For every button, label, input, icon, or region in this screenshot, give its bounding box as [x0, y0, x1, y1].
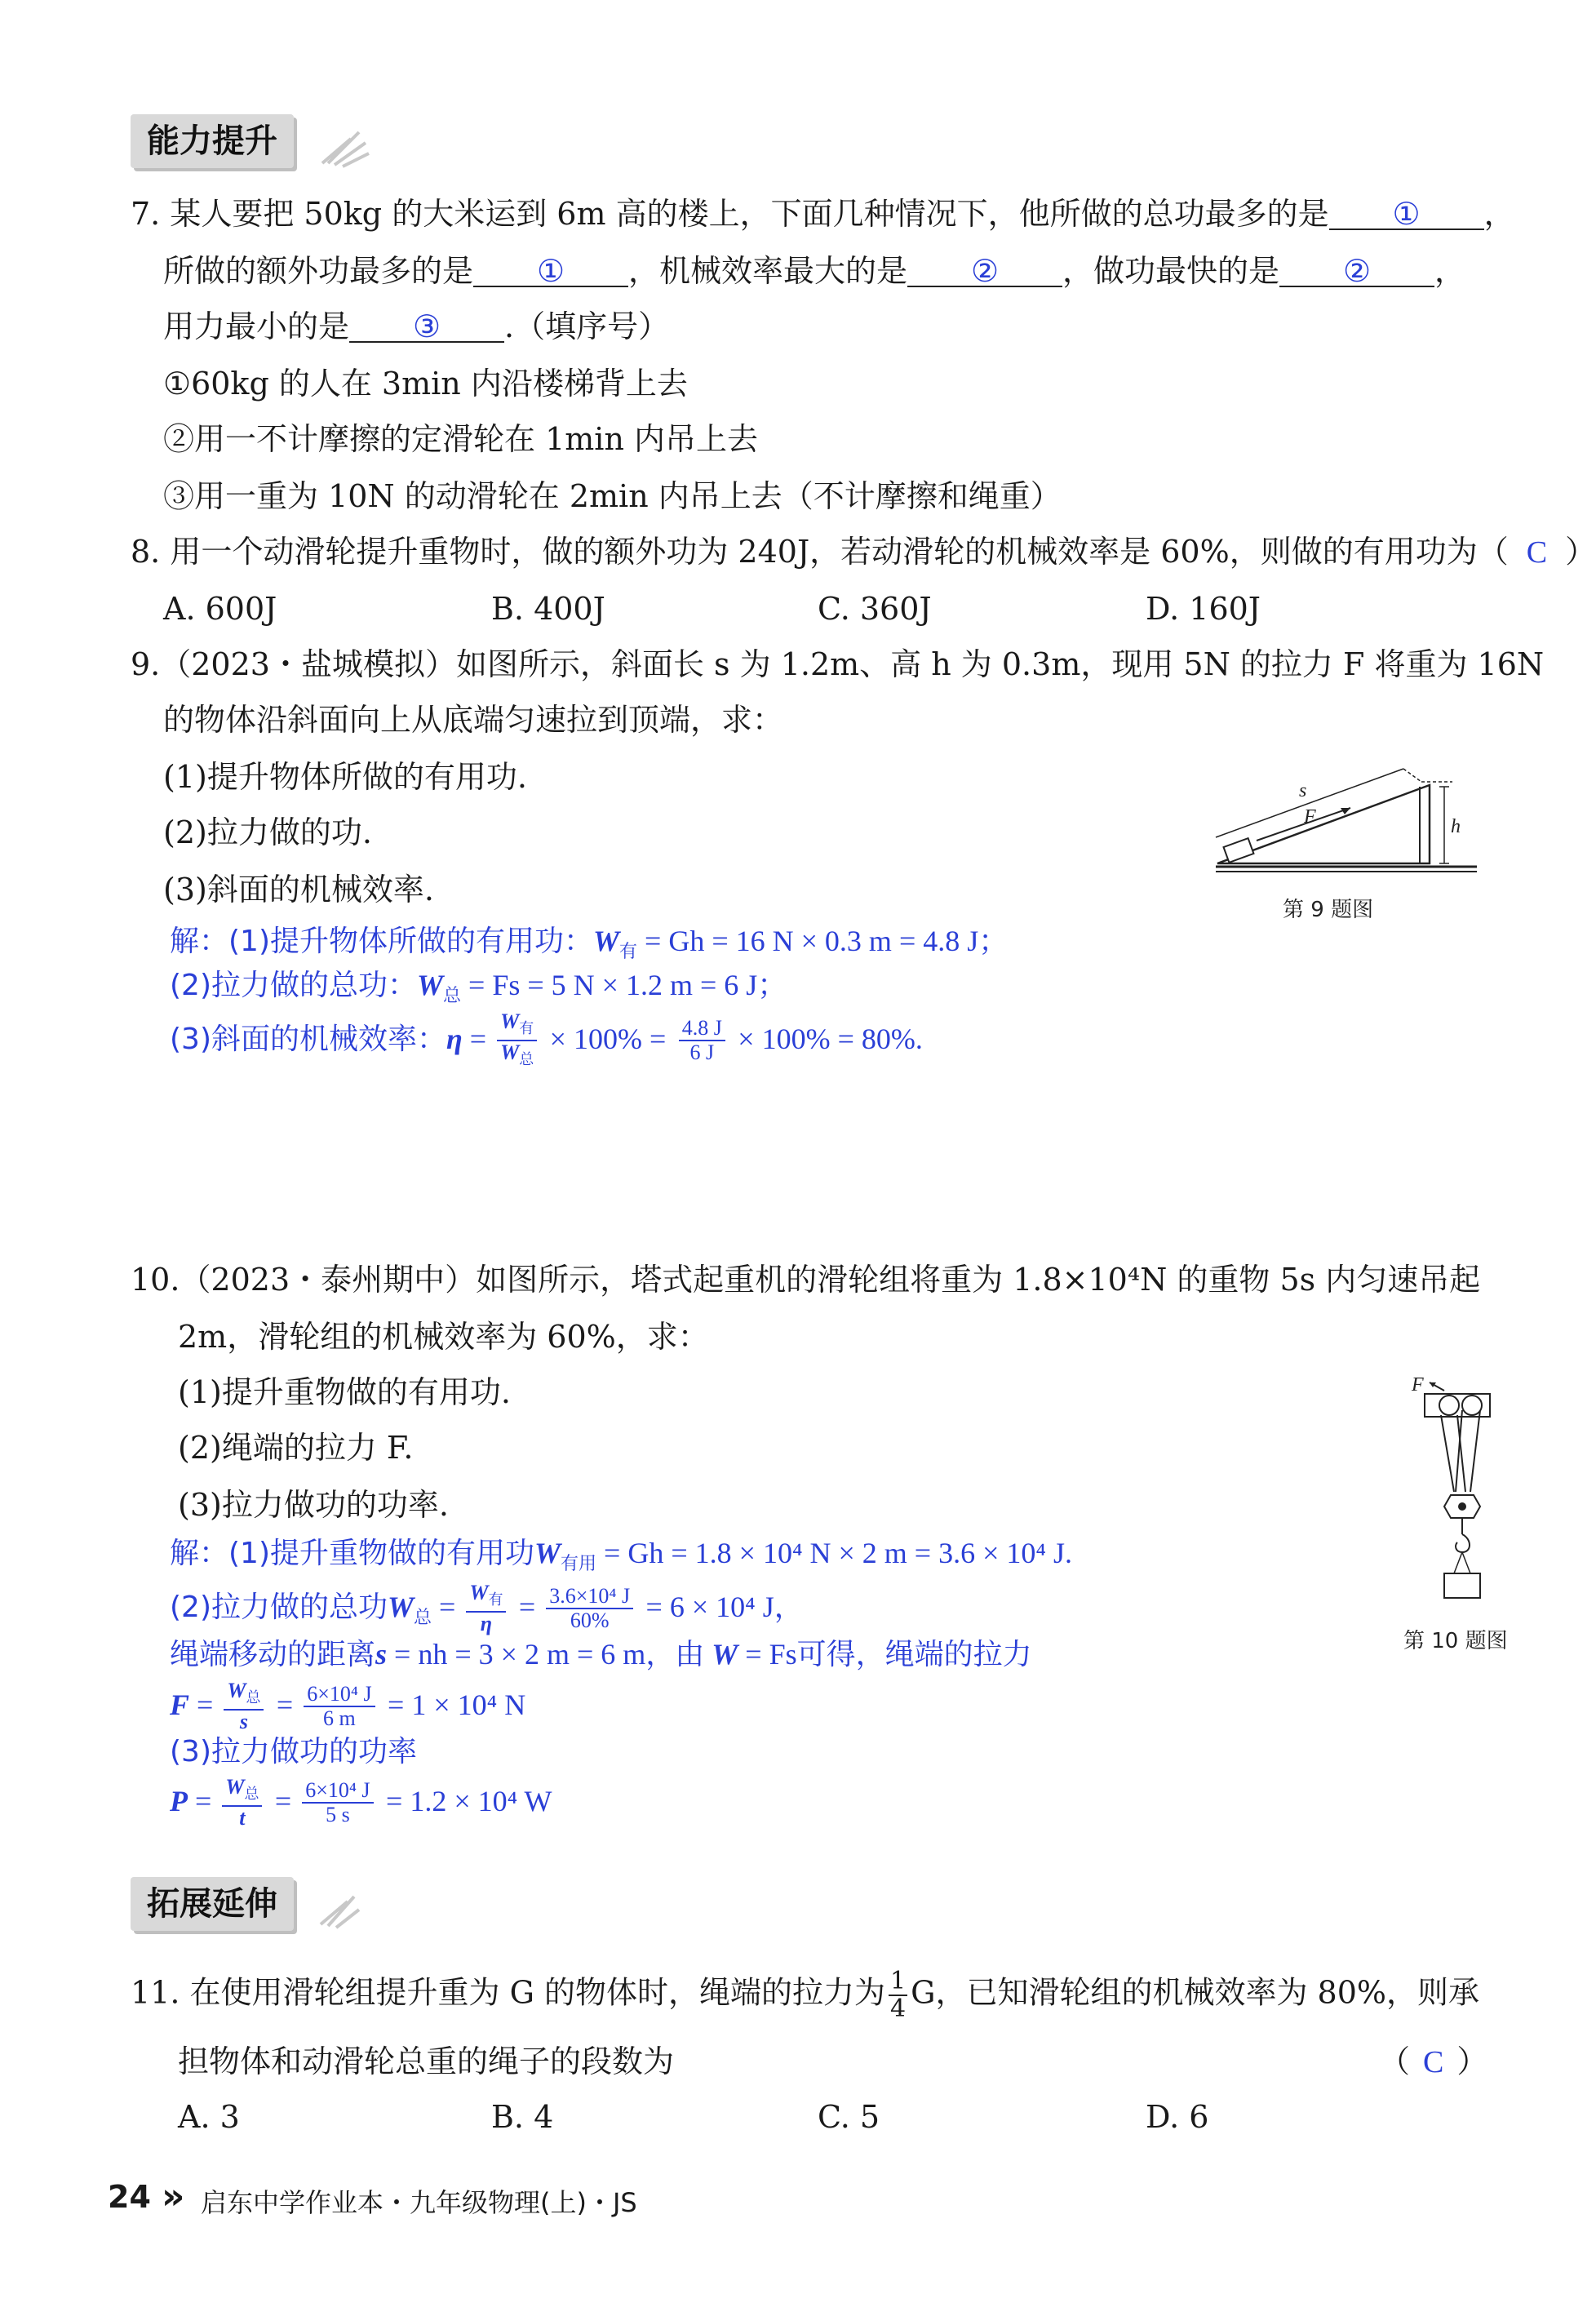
q9-line1: 9.（2023・盐城模拟）如图所示，斜面长 s 为 1.2m、高 h 为 0.3m，现用 5N 的拉力 F 将重为 16N [131, 646, 1545, 682]
section-title: 拓展延伸 [147, 1885, 277, 1923]
q10-pulley-figure [1408, 1371, 1498, 1608]
q7-answer-3: ② [970, 255, 1000, 289]
q9-caption: 第 9 题图 [1283, 898, 1374, 922]
q7-option-2: ②用一不计摩擦的定滑轮在 1min 内吊上去 [163, 421, 758, 457]
q8-option-a: A. 600J [163, 591, 277, 627]
q11-line2: 担物体和动滑轮总重的绳子的段数为 [178, 2043, 675, 2079]
sparkle-icon [317, 1877, 366, 1931]
section-title: 能力提升 [147, 122, 277, 160]
q9-incline-figure [1208, 751, 1485, 873]
q9-sub2: (2)拉力做的功. [163, 814, 372, 850]
q7-line1: 7. 某人要把 50kg 的大米运到 6m 高的楼上，下面几种情况下，他所做的总功最多的是 ① ， [131, 196, 1515, 232]
q9-sub3: (3)斜面的机械效率. [163, 872, 434, 907]
q7-answer-1: ① [1392, 197, 1421, 232]
double-chevron-icon: » [162, 2176, 185, 2217]
q8-option-b: B. 400J [491, 591, 605, 627]
q9-solution-2: (2)拉力做的总功：$W_总 = Fs = 5$ N × 1.2 m = 6 J； [170, 969, 787, 1006]
q10-line2: 2m，滑轮组的机械效率为 60%，求： [178, 1319, 709, 1355]
q9-solution-3: (3)斜面的机械效率：η = $\frac{W_有}{W_总}$ × 100% = $\frac{4.8 J}{6 J}$ × 100% = 80%. [170, 1010, 923, 1068]
q8-option-d: D. 160J [1146, 591, 1261, 627]
q7-option-3: ③用一重为 10N 的动滑轮在 2min 内吊上去（不计摩擦和绳重） [163, 478, 1062, 514]
q8-option-c: C. 360J [818, 591, 932, 627]
q11-option-b: B. 4 [491, 2099, 554, 2135]
q11-line1: 11. 在使用滑轮组提升重为 G 的物体时，绳端的拉力为 $\frac{1}{4}$ G，已知滑轮组的机械效率为 80%，则承 [131, 1967, 1480, 2023]
q8-answer: C [1526, 535, 1548, 570]
q9-sub1: (1)提升物体所做的有用功. [163, 759, 527, 795]
q10-solution-4: F = $\frac{W_总}{s}$ = $\frac{\text{6×10⁴ J}}{6 m}$ = 1 × 10⁴ N [170, 1679, 526, 1734]
q7-line3: 用力最小的是 ③ .（填序号） [163, 308, 670, 344]
q7-answer-4: ② [1343, 255, 1372, 289]
q9-fig-h: h [1451, 816, 1461, 837]
q10-sub2: (2)绳端的拉力 F. [178, 1430, 414, 1466]
q9-line2: 的物体沿斜面向上从底端匀速拉到顶端，求： [163, 702, 784, 738]
q10-solution-2: (2)拉力做的总功$W_总$ = $\frac{W_有}{\eta}$ = $\frac{\text{3.6×10⁴ J}}{60\%}$ = 6 × 10⁴ J， [170, 1581, 804, 1636]
q10-solution-5: (3)拉力做功的功率 [170, 1735, 417, 1768]
q11-option-c: C. 5 [818, 2099, 880, 2135]
q11-option-d: D. 6 [1146, 2099, 1209, 2135]
q9-fig-F: F [1304, 806, 1316, 828]
q10-line1: 10.（2023・泰州期中）如图所示，塔式起重机的滑轮组将重为 1.8×10⁴N 的重物 5s 内匀速吊起 [131, 1262, 1481, 1298]
q7-answer-5: ③ [412, 310, 441, 344]
q11-answer: C [1423, 2045, 1444, 2079]
q9-fig-s: s [1299, 780, 1307, 801]
q7-line2: 所做的额外功最多的是 ① ，机械效率最大的是 ② ，做功最快的是 ② ， [163, 253, 1466, 289]
q10-fig-F: F [1412, 1374, 1424, 1396]
page-number: 24 [108, 2179, 151, 2215]
q11-option-a: A. 3 [178, 2099, 240, 2135]
q7-answer-2: ① [536, 255, 565, 289]
q7-option-1: ①60kg 的人在 3min 内沿楼梯背上去 [163, 366, 688, 402]
q11-answer-paren: （ C ） [1379, 2043, 1488, 2079]
q10-sub1: (1)提升重物做的有用功. [178, 1374, 511, 1410]
q10-sub3: (3)拉力做功的功率. [178, 1487, 449, 1523]
q9-solution-1: 解：(1)提升物体所做的有用功：$W_有 = Gh = 16$ N × 0.3 m = 4.8 J； [170, 925, 1009, 962]
q10-solution-6: P = $\frac{W_总}{t}$ = $\frac{\text{6×10⁴ J}}{5 s}$ = 1.2 × 10⁴ W [170, 1775, 552, 1830]
q10-solution-1: 解：(1)提升重物做的有用功$W_{有用} = Gh = 1.8 \times 10^4$ N × 2 m = 3.6 × 10⁴ J. [170, 1537, 1072, 1574]
q8-stem: 8. 用一个动滑轮提升重物时，做的额外功为 240J，若动滑轮的机械效率是 60%，则做的有用功为（ C ） [131, 534, 1596, 570]
section-header-extension [131, 1877, 294, 1931]
q10-solution-3: 绳端移动的距离s = nh = 3 × 2 m = 6 m，由 W = Fs可得，绳端的拉力 [170, 1638, 1032, 1671]
section-header-ability [131, 114, 294, 168]
footer-title: 启东中学作业本・九年级物理(上)・JS [201, 2187, 637, 2218]
sparkle-icon [318, 114, 375, 168]
q10-caption: 第 10 题图 [1403, 1629, 1508, 1653]
